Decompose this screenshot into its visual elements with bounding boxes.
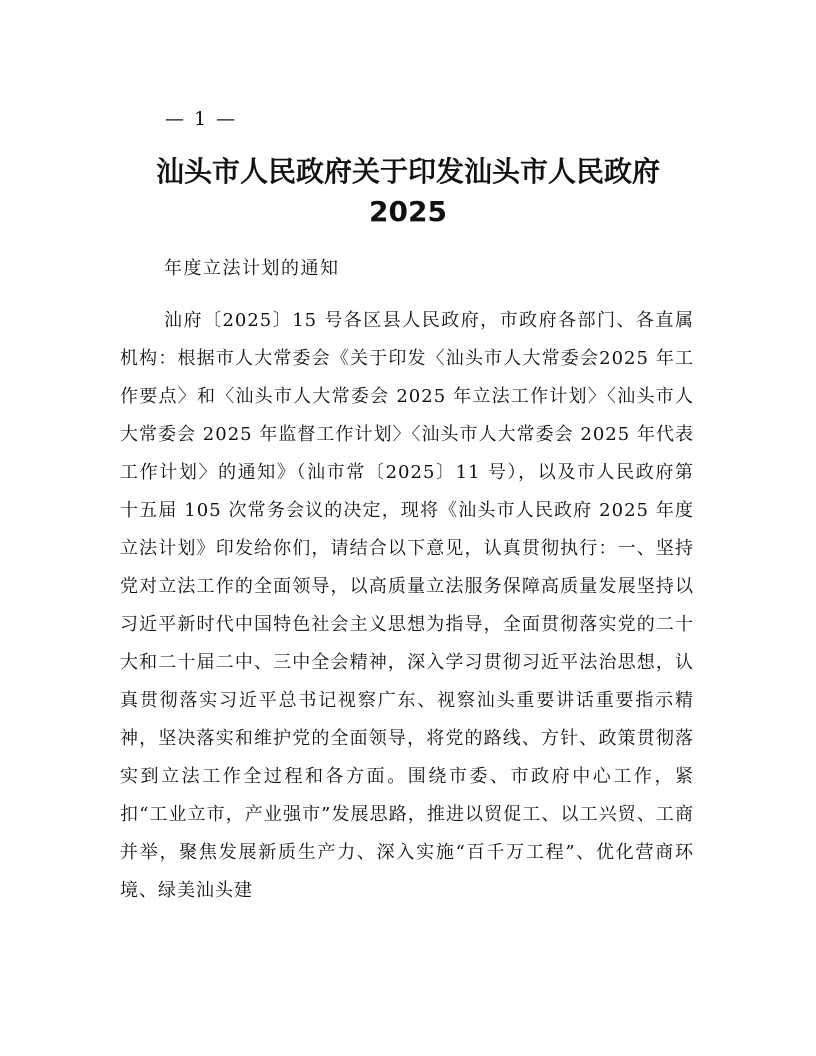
document-body-paragraph: 汕府〔2025〕15 号各区县人民政府，市政府各部门、各直属机构：根据市人大常委会《关于印发〈汕头市人大常委会2025 年工作要点〉和〈汕头市人大常委会 2025 年立法工作计划〉〈汕头市人大常委会 2025 年监督工作计划〉〈汕头市人大常委会 2025 年代表工作计划〉的通知》（汕市常〔2025〕11 号），以及市人民政府第十五届 105 次常务会议的决定，现将《汕头市人民政府 2025 年度立法计划》印发给你们，请结合以下意见，认真贯彻执行：一、坚持党对立法工作的全面领导，以高质量立法服务保障高质量发展坚持以习近平新时代中国特色社会主义思想为指导，全面贯彻落实党的二十大和二十届二中、三中全会精神，深入学习贯彻习近平法治思想，认真贯彻落实习近平总书记视察广东、视察汕头重要讲话重要指示精神，坚决落实和维护党的全面领导，将党的路线、方针、政策贯彻落实到立法工作全过程和各方面。围绕市委、市政府中心工作，紧扣“工业立市，产业强市”发展思路，推进以贸促工、以工兴贸、工商并举，聚焦发展新质生产力、深入实施“百千万工程”、优化营商环境、绿美汕头建	[120, 310, 694, 901]
document-title-line-2: 2025	[369, 195, 447, 228]
page-number: — 1 —	[165, 108, 238, 130]
document-title-line-1: 汕头市人民政府关于印发汕头市人民政府	[155, 155, 660, 188]
document-subtitle: 年度立法计划的通知	[164, 258, 340, 279]
